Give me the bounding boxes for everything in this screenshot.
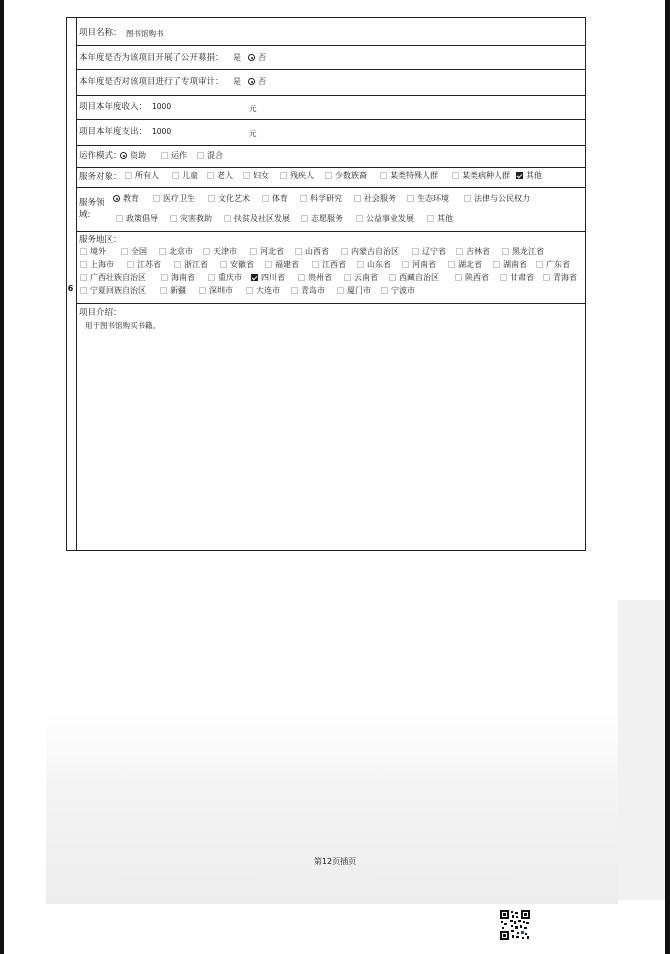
- region-option[interactable]: [220, 259, 254, 271]
- checkbox-empty-icon: [291, 287, 298, 294]
- service-field-option[interactable]: [116, 213, 158, 225]
- radio-selected-icon: [248, 54, 255, 61]
- checkbox-empty-icon: [199, 287, 206, 294]
- region-option[interactable]: [80, 272, 146, 284]
- region-option[interactable]: [246, 285, 280, 297]
- option-text: 混合: [207, 151, 223, 160]
- row-operation-mode: [76, 145, 585, 168]
- checkbox-empty-icon: [80, 274, 87, 281]
- checkbox-empty-icon: [172, 172, 179, 179]
- region-option[interactable]: [389, 272, 439, 284]
- service-target-option[interactable]: [207, 170, 233, 182]
- option-text: 其他: [437, 214, 453, 223]
- checkbox-empty-icon: [500, 274, 507, 281]
- checkbox-empty-icon: [455, 274, 462, 281]
- scan-edge-left: [0, 0, 4, 954]
- expense-unit: 元: [249, 129, 257, 138]
- checkbox-empty-icon: [246, 287, 253, 294]
- checkbox-empty-icon: [456, 248, 463, 255]
- option-text: 政策倡导: [126, 214, 158, 223]
- option-text: 境外: [90, 247, 106, 256]
- region-option[interactable]: [448, 259, 482, 271]
- service-target-option[interactable]: [325, 170, 367, 182]
- option-text: 科学研究: [310, 194, 342, 203]
- option-text: 其他: [526, 171, 542, 180]
- checkbox-empty-icon: [208, 274, 215, 281]
- radio-empty-icon: [354, 195, 361, 202]
- option-text: 大连市: [256, 286, 280, 295]
- option-text: 西藏自治区: [399, 273, 439, 282]
- option-text: 江苏省: [137, 260, 161, 269]
- scan-shadow: [46, 712, 618, 904]
- special-audit-no[interactable]: [248, 76, 266, 88]
- option-text: 浙江省: [184, 260, 208, 269]
- checkbox-empty-icon: [448, 261, 455, 268]
- region-option[interactable]: [500, 272, 534, 284]
- region-option[interactable]: [159, 246, 193, 258]
- service-target-label: 服务对象：: [79, 172, 122, 182]
- option-text: 扶贫及社区发展: [234, 214, 290, 223]
- region-option[interactable]: [208, 272, 242, 284]
- region-option[interactable]: [291, 285, 325, 297]
- option-text: 法律与公民权力: [474, 194, 530, 203]
- option-text: 妇女: [253, 171, 269, 180]
- expense-value[interactable]: 1000: [152, 127, 172, 136]
- option-text: 全国: [131, 247, 147, 256]
- option-text: 河南省: [412, 260, 436, 269]
- checkbox-empty-icon: [341, 248, 348, 255]
- checkbox-empty-icon: [207, 172, 214, 179]
- radio-selected-icon: [248, 78, 255, 85]
- option-text: 青岛市: [301, 286, 325, 295]
- option-text: 少数族裔: [335, 171, 367, 180]
- region-option[interactable]: [543, 272, 577, 284]
- no-text: 否: [258, 77, 266, 86]
- option-text: 黑龙江省: [512, 247, 544, 256]
- row-service-target: [76, 167, 585, 188]
- checkbox-checked-icon: [516, 172, 523, 179]
- service-field-label-a: 服务领: [79, 198, 105, 208]
- checkbox-empty-icon: [220, 261, 227, 268]
- service-region-label: 服务地区：: [79, 235, 122, 245]
- option-text: 教育: [123, 194, 139, 203]
- option-text: 广西壮族自治区: [90, 273, 146, 282]
- qr-code-icon: [500, 910, 530, 940]
- yes-text: 是: [233, 53, 241, 62]
- service-field-option[interactable]: [301, 213, 343, 225]
- option-text: 吉林省: [466, 247, 490, 256]
- option-text: 青海省: [553, 273, 577, 282]
- option-text: 生态环境: [417, 194, 449, 203]
- region-option[interactable]: [341, 246, 399, 258]
- radio-empty-icon: [427, 215, 434, 222]
- region-option[interactable]: [203, 246, 237, 258]
- radio-empty-icon: [170, 215, 177, 222]
- option-text: 贵州省: [308, 273, 332, 282]
- intro-text: 用于图书馆购买书籍。: [85, 321, 160, 330]
- radio-selected-icon: [120, 152, 127, 159]
- operation-mode-option[interactable]: [197, 150, 223, 162]
- option-text: 广东省: [546, 260, 570, 269]
- checkbox-empty-icon: [536, 261, 543, 268]
- checkbox-empty-icon: [280, 172, 287, 179]
- radio-empty-icon: [262, 195, 269, 202]
- checkbox-empty-icon: [121, 248, 128, 255]
- region-option[interactable]: [251, 272, 285, 284]
- yes-text: 是: [233, 77, 241, 86]
- checkbox-empty-icon: [402, 261, 409, 268]
- checkbox-empty-icon: [325, 172, 332, 179]
- operation-mode-option[interactable]: [120, 150, 146, 162]
- region-option[interactable]: [337, 285, 371, 297]
- option-text: 厦门市: [347, 286, 371, 295]
- option-text: 运作: [171, 151, 187, 160]
- option-text: 某类特殊人群: [390, 171, 438, 180]
- radio-empty-icon: [300, 195, 307, 202]
- checkbox-empty-icon: [265, 261, 272, 268]
- radio-empty-icon: [197, 152, 204, 159]
- option-text: 文化艺术: [218, 194, 250, 203]
- checkbox-empty-icon: [295, 248, 302, 255]
- service-field-option[interactable]: [224, 213, 290, 225]
- service-target-option[interactable]: [125, 170, 159, 182]
- checkbox-empty-icon: [493, 261, 500, 268]
- checkbox-empty-icon: [452, 172, 459, 179]
- option-text: 志愿服务: [311, 214, 343, 223]
- service-field-option[interactable]: [354, 193, 396, 205]
- radio-empty-icon: [407, 195, 414, 202]
- row-number: 6: [67, 284, 74, 293]
- region-option[interactable]: [344, 272, 378, 284]
- income-label: 项目本年度收入：: [79, 102, 148, 112]
- radio-empty-icon: [464, 195, 471, 202]
- project-form: [66, 17, 586, 551]
- row-project-intro: [76, 303, 585, 551]
- income-value[interactable]: 1000: [152, 102, 172, 111]
- scan-edge-right: [665, 0, 670, 954]
- service-target-option[interactable]: [452, 170, 510, 182]
- region-option[interactable]: [160, 285, 186, 297]
- checkbox-empty-icon: [412, 248, 419, 255]
- option-text: 山西省: [305, 247, 329, 256]
- option-text: 辽宁省: [422, 247, 446, 256]
- row-project-name: [76, 18, 585, 46]
- intro-label: 项目介绍：: [79, 308, 122, 318]
- option-text: 残疾人: [290, 171, 314, 180]
- option-text: 福建省: [275, 260, 299, 269]
- checkbox-empty-icon: [161, 274, 168, 281]
- option-text: 海南省: [171, 273, 195, 282]
- region-option[interactable]: [502, 246, 544, 258]
- region-option[interactable]: [381, 285, 415, 297]
- option-text: 医疗卫生: [163, 194, 195, 203]
- service-field-option[interactable]: [170, 213, 212, 225]
- option-text: 北京市: [169, 247, 193, 256]
- region-option[interactable]: [80, 259, 114, 271]
- region-option[interactable]: [127, 259, 161, 271]
- option-text: 宁波市: [391, 286, 415, 295]
- option-text: 老人: [217, 171, 233, 180]
- service-field-option[interactable]: [262, 193, 288, 205]
- option-text: 上海市: [90, 260, 114, 269]
- checkbox-empty-icon: [125, 172, 132, 179]
- operation-mode-label: 运作模式：: [79, 151, 122, 161]
- radio-empty-icon: [208, 195, 215, 202]
- service-target-option[interactable]: [380, 170, 438, 182]
- radio-empty-icon: [116, 215, 123, 222]
- checkbox-empty-icon: [543, 274, 550, 281]
- radio-empty-icon: [224, 215, 231, 222]
- service-field-option[interactable]: [464, 193, 530, 205]
- project-name-label: 项目名称：: [79, 28, 122, 38]
- checkbox-empty-icon: [502, 248, 509, 255]
- checkbox-empty-icon: [127, 261, 134, 268]
- region-option[interactable]: [312, 259, 346, 271]
- checkbox-empty-icon: [80, 261, 87, 268]
- checkbox-empty-icon: [337, 287, 344, 294]
- option-text: 社会服务: [364, 194, 396, 203]
- option-text: 所有人: [135, 171, 159, 180]
- page-number: 第12页插页: [313, 857, 357, 866]
- region-option[interactable]: [250, 246, 284, 258]
- region-option[interactable]: [536, 259, 570, 271]
- service-target-option[interactable]: [516, 170, 542, 182]
- option-text: 河北省: [260, 247, 284, 256]
- option-text: 湖北省: [458, 260, 482, 269]
- service-field-option[interactable]: [356, 213, 414, 225]
- region-option[interactable]: [357, 259, 391, 271]
- option-text: 灾害救助: [180, 214, 212, 223]
- option-text: 公益事业发展: [366, 214, 414, 223]
- region-option[interactable]: [199, 285, 233, 297]
- radio-selected-icon: [113, 195, 120, 202]
- option-text: 四川省: [261, 273, 285, 282]
- checkbox-empty-icon: [344, 274, 351, 281]
- radio-empty-icon: [356, 215, 363, 222]
- option-text: 宁夏回族自治区: [90, 286, 146, 295]
- option-text: 安徽省: [230, 260, 254, 269]
- region-option[interactable]: [456, 246, 490, 258]
- region-option[interactable]: [121, 246, 147, 258]
- service-target-option[interactable]: [280, 170, 314, 182]
- region-option[interactable]: [298, 272, 332, 284]
- row-service-field: [76, 187, 585, 232]
- row-income: [76, 95, 585, 120]
- checkbox-empty-icon: [357, 261, 364, 268]
- scan-shadow-right: [618, 600, 665, 900]
- checkbox-empty-icon: [312, 261, 319, 268]
- service-field-option[interactable]: [300, 193, 342, 205]
- service-target-option[interactable]: [172, 170, 198, 182]
- service-field-option[interactable]: [153, 193, 195, 205]
- radio-empty-icon: [161, 152, 168, 159]
- public-fundraising-no[interactable]: [248, 52, 266, 64]
- checkbox-empty-icon: [160, 287, 167, 294]
- service-field-option[interactable]: [407, 193, 449, 205]
- option-text: 新疆: [170, 286, 186, 295]
- row-special-audit: [76, 69, 585, 96]
- checkbox-empty-icon: [203, 248, 210, 255]
- region-option[interactable]: [412, 246, 446, 258]
- region-option[interactable]: [161, 272, 195, 284]
- region-option[interactable]: [80, 246, 106, 258]
- project-name-value: 图书馆购书: [126, 29, 164, 38]
- expense-label: 项目本年度支出：: [79, 127, 148, 137]
- checkbox-empty-icon: [174, 261, 181, 268]
- region-option[interactable]: [455, 272, 489, 284]
- region-option[interactable]: [295, 246, 329, 258]
- row-public-fundraising: [76, 45, 585, 70]
- option-text: 甘肃省: [510, 273, 534, 282]
- region-option[interactable]: [265, 259, 299, 271]
- checkbox-checked-icon: [251, 274, 258, 281]
- option-text: 江西省: [322, 260, 346, 269]
- no-text: 否: [258, 53, 266, 62]
- checkbox-empty-icon: [381, 287, 388, 294]
- service-field-label-b: 域:: [79, 210, 91, 220]
- radio-empty-icon: [153, 195, 160, 202]
- option-text: 儿童: [182, 171, 198, 180]
- service-field-option[interactable]: [427, 213, 453, 225]
- option-text: 云南省: [354, 273, 378, 282]
- row-service-region: [76, 231, 585, 304]
- checkbox-empty-icon: [298, 274, 305, 281]
- public-fundraising-yes[interactable]: [233, 52, 241, 64]
- public-fundraising-label: 本年度是否为该项目开展了公开募捐：: [79, 53, 224, 63]
- checkbox-empty-icon: [380, 172, 387, 179]
- option-text: 湖南省: [503, 260, 527, 269]
- option-text: 重庆市: [218, 273, 242, 282]
- service-target-option[interactable]: [243, 170, 269, 182]
- radio-empty-icon: [301, 215, 308, 222]
- option-text: 深圳市: [209, 286, 233, 295]
- option-text: 资助: [130, 151, 146, 160]
- checkbox-empty-icon: [80, 287, 87, 294]
- option-text: 山东省: [367, 260, 391, 269]
- service-field-option[interactable]: [113, 193, 139, 205]
- region-option[interactable]: [80, 285, 146, 297]
- special-audit-label: 本年度是否对该项目进行了专项审计：: [79, 77, 224, 87]
- region-option[interactable]: [402, 259, 436, 271]
- service-field-option[interactable]: [208, 193, 250, 205]
- option-text: 天津市: [213, 247, 237, 256]
- checkbox-empty-icon: [80, 248, 87, 255]
- option-text: 某类病种人群: [462, 171, 510, 180]
- special-audit-yes[interactable]: [233, 76, 241, 88]
- option-text: 内蒙古自治区: [351, 247, 399, 256]
- operation-mode-option[interactable]: [161, 150, 187, 162]
- checkbox-empty-icon: [389, 274, 396, 281]
- region-option[interactable]: [174, 259, 208, 271]
- checkbox-empty-icon: [250, 248, 257, 255]
- income-unit: 元: [249, 104, 257, 113]
- row-expense: [76, 119, 585, 146]
- option-text: 体育: [272, 194, 288, 203]
- checkbox-empty-icon: [159, 248, 166, 255]
- checkbox-empty-icon: [243, 172, 250, 179]
- option-text: 陕西省: [465, 273, 489, 282]
- region-option[interactable]: [493, 259, 527, 271]
